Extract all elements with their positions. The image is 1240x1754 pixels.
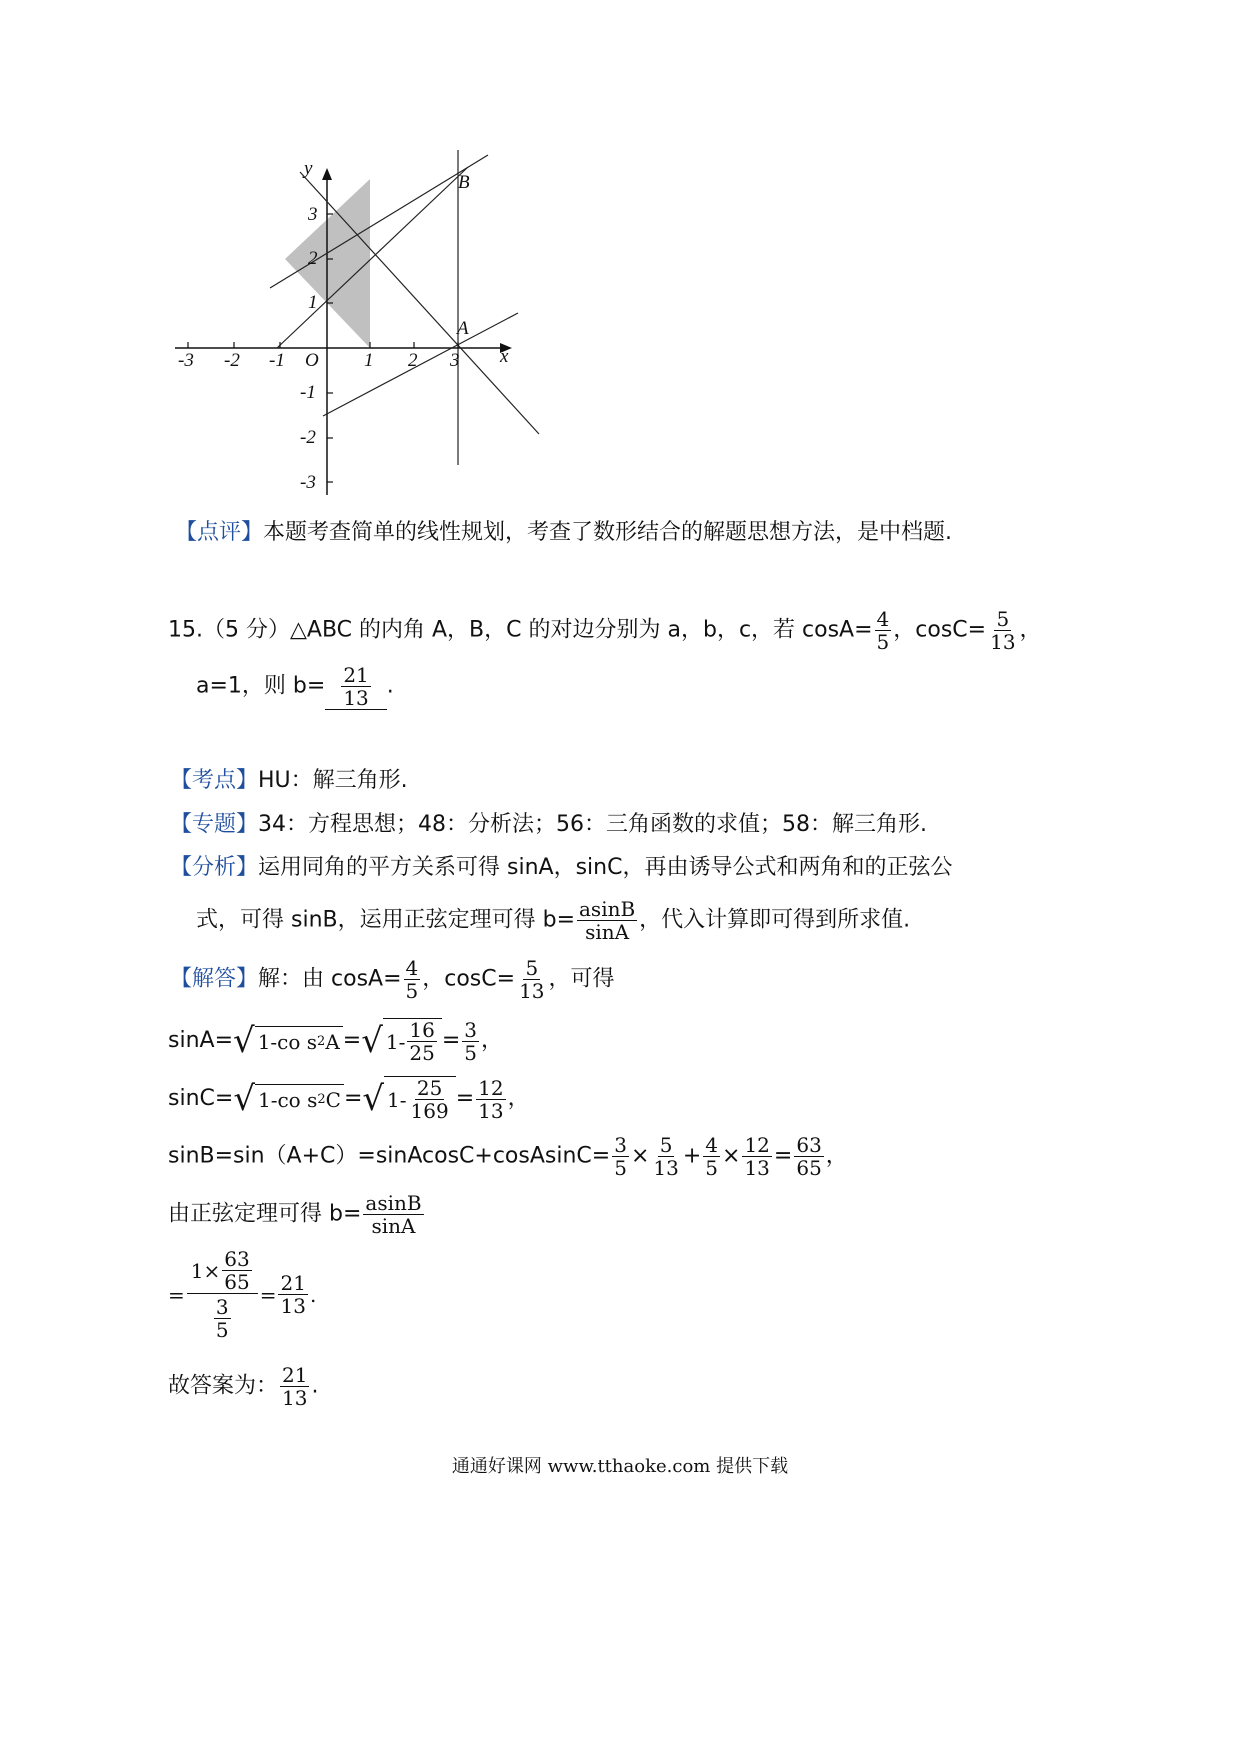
zhuanti-text: 34：方程思想；48：分析法；56：三角函数的求值；58：解三角形. — [258, 812, 927, 837]
answer-blank — [325, 664, 386, 710]
sinC-sqrt-1: √ 1-co s 2 C — [233, 1082, 344, 1116]
calc-end: . — [309, 1282, 317, 1307]
law-prefix: 由正弦定理可得 b= — [168, 1201, 362, 1227]
calc-result: $\frac{21}{13}$ — [280, 1271, 306, 1318]
q15-end: ， — [1019, 617, 1042, 643]
fenxi-fraction: $\frac{asinB}{\sin A}$ — [579, 897, 636, 944]
point-a-label: A — [457, 318, 469, 339]
sinB-frac-2: $\frac{5}{13}$ — [653, 1133, 679, 1180]
axis-x-label: x — [500, 346, 509, 367]
eq: = — [168, 1282, 185, 1307]
eq: = — [259, 1282, 277, 1307]
footer-text: 通通好课网 www.tthaoke.com 提供下载 — [451, 1456, 789, 1477]
eq: = — [343, 1086, 363, 1111]
comment-text: 本题考查简单的线性规划，考查了数形结合的解题思想方法，是中档题. — [263, 520, 953, 545]
jieda-cosA-fraction: $\frac{4}{5}$ — [405, 956, 419, 1003]
q15-line2-end: . — [386, 673, 394, 699]
answer-fraction: $\frac{21}{13}$ — [343, 663, 369, 710]
graph-labels — [170, 150, 570, 510]
x-tick-label: -1 — [269, 350, 285, 371]
fenxi-text-3: ，代入计算即可得到所求值. — [639, 907, 911, 933]
jieda-cosC-fraction: $\frac{5}{13}$ — [519, 956, 545, 1003]
y-tick-label: -3 — [300, 472, 316, 493]
sinB-prefix: sinB=sin（A+C）=sinAcosC+cosAsinC= — [168, 1143, 611, 1169]
fenxi-line1 — [170, 853, 952, 883]
sinB-end: ， — [825, 1143, 848, 1169]
y-tick-label: -1 — [300, 382, 316, 403]
cosA-fraction: $\frac{4}{5}$ — [876, 607, 890, 654]
sinB-result: $\frac{63}{65}$ — [796, 1133, 822, 1180]
jieda-end: ，可得 — [548, 966, 615, 992]
fenxi-tag: 【分析】 — [170, 855, 259, 880]
sinA-line — [168, 1018, 503, 1064]
fenxi-line2 — [196, 898, 910, 943]
comment-tag: 【点评】 — [175, 520, 264, 545]
sinB-frac-4: $\frac{12}{13}$ — [744, 1133, 770, 1180]
kaodian-line — [170, 766, 408, 796]
jieda-tag: 【解答】 — [170, 966, 259, 992]
fenxi-text-2: 式，可得 sinB，运用正弦定理可得 b= — [196, 907, 575, 933]
x-tick-label: -3 — [178, 350, 194, 371]
sinA-end: ， — [481, 1028, 504, 1053]
x-tick-label: 3 — [450, 350, 460, 371]
plus-sign: + — [682, 1143, 702, 1169]
sinA-sqrt-1: √ 1-co s 2 A — [233, 1024, 343, 1058]
answer-end: . — [311, 1373, 319, 1399]
comment-line — [175, 518, 952, 548]
sinB-frac-3: $\frac{4}{5}$ — [705, 1133, 719, 1180]
sinC-line — [168, 1076, 530, 1122]
q15-line2-prefix: a=1，则 b= — [196, 673, 326, 699]
sinB-frac-1: $\frac{3}{5}$ — [614, 1133, 627, 1180]
jieda-intro: 解：由 cosA= — [258, 966, 402, 992]
times-sign: × — [630, 1143, 650, 1169]
x-tick-label: 1 — [364, 350, 374, 371]
eq: = — [441, 1028, 461, 1053]
y-tick-label: 2 — [308, 248, 318, 269]
eq: = — [455, 1086, 475, 1111]
q15-mid: ，cosC= — [893, 617, 987, 643]
law-fraction: $\frac{asinB}{\sin A}$ — [365, 1191, 422, 1238]
sinA-result: $\frac{3}{5}$ — [464, 1017, 477, 1065]
sinC-sqrt-2: √ 1- $\frac{25}{169}$ — [362, 1076, 455, 1122]
point-b-label: B — [458, 172, 470, 193]
sinC-end: ， — [507, 1086, 530, 1111]
page-footer — [0, 1452, 1240, 1478]
eq: = — [342, 1028, 362, 1053]
sinC-result: $\frac{12}{13}$ — [478, 1075, 504, 1123]
eq: = — [773, 1143, 793, 1169]
zhuanti-tag: 【专题】 — [170, 812, 259, 837]
question-15-line2 — [196, 664, 394, 710]
cosC-fraction: $\frac{5}{13}$ — [990, 607, 1016, 654]
jieda-line1 — [170, 957, 615, 1002]
x-tick-label: -2 — [224, 350, 240, 371]
sinA-sqrt-2: √ 1- $\frac{16}{25}$ — [361, 1018, 442, 1064]
q15-prefix: 15.（5 分）△ABC 的内角 A，B，C 的对边分别为 a，b，c，若 cosA= — [168, 617, 873, 643]
kaodian-text: HU：解三角形. — [258, 768, 408, 793]
y-tick-label: 3 — [308, 204, 318, 225]
law-of-sines-line — [168, 1192, 426, 1237]
times-sign: × — [722, 1143, 741, 1169]
origin-label: O — [305, 350, 319, 371]
x-tick-label: 2 — [408, 350, 418, 371]
compound-fraction: 1 × $\frac{63}{65}$ $\frac{3}{5}$ — [187, 1248, 258, 1341]
final-answer-line — [168, 1364, 318, 1409]
axis-y-label: y — [304, 158, 313, 179]
answer-prefix: 故答案为： — [168, 1373, 279, 1399]
zhuanti-line — [170, 810, 927, 840]
y-tick-label: -2 — [300, 427, 316, 448]
final-answer-fraction: $\frac{21}{13}$ — [282, 1363, 308, 1410]
fenxi-text-1: 运用同角的平方关系可得 sinA，sinC，再由诱导公式和两角和的正弦公 — [258, 855, 953, 880]
calculation-block — [168, 1248, 316, 1341]
y-tick-label: 1 — [308, 292, 318, 313]
sinA-prefix: sinA= — [168, 1028, 234, 1053]
question-15-line1 — [168, 608, 1042, 653]
sinB-line — [168, 1134, 848, 1179]
jieda-mid: ，cosC= — [422, 966, 516, 992]
kaodian-tag: 【考点】 — [170, 768, 259, 793]
sinC-prefix: sinC= — [168, 1086, 234, 1111]
